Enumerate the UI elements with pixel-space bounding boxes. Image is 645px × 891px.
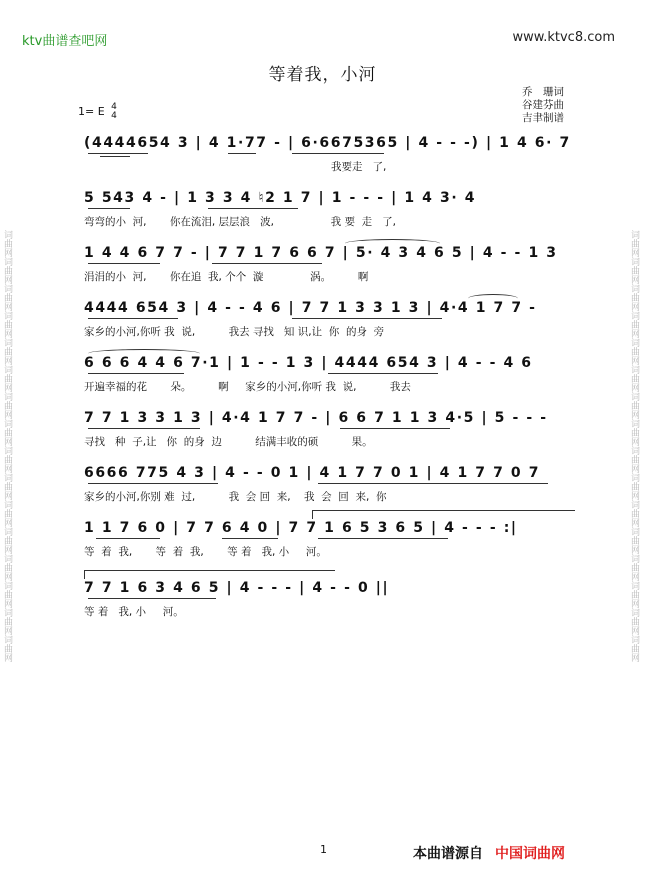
- score-row-1: [0, 135, 645, 195]
- transcriber-credit: 吉聿制谱: [522, 112, 564, 124]
- song-title: 等着我，小河: [268, 65, 377, 85]
- footer-credit: [413, 843, 565, 863]
- credits: [522, 86, 564, 125]
- key-signature: [78, 103, 117, 121]
- notation-line: 4444 654 3 | 4 - - 4 6 | 7 7 1 3 3 1 3 | 4·4 1 7 7 -: [84, 300, 537, 316]
- notation-line: 6 6 6 4 4 6 7·1 | 1 - - 1 3 | 4444 654 3 | 4 - - 4 6: [84, 355, 533, 371]
- lyric-line: 等 着 我, 小 河。: [84, 606, 184, 618]
- notation-line: 1 1 7 6 0 | 7 7 6 4 0 | 7 7 1 6 5 3 6 5 | 4 - - - :|: [84, 520, 518, 536]
- lyric-line: 寻找 种 子,让 你 的身 边 结满丰收的硕 果。: [84, 436, 373, 448]
- lyric-line: 等 着 我, 等 着 我, 等 着 我, 小 河。: [84, 546, 327, 558]
- lyricist-credit: 乔 珊词: [522, 86, 564, 98]
- site-watermark-right[interactable]: www.ktvc8.com: [512, 30, 615, 45]
- score-row-2: [0, 190, 645, 250]
- notation-line: 1 4 4 6 7 7 - | 7 7 1 7 6 6 7 | 5· 4 3 4 6 5 | 4 - - 1 3: [84, 245, 558, 261]
- volta-bracket-2: [84, 570, 335, 579]
- page-number: 1: [320, 843, 327, 856]
- lyric-line: 家乡的小河,你别 难 过, 我 会 回 来, 我 会 回 来, 你: [84, 491, 387, 503]
- lyric-line: 弯弯的小 河, 你在流泪, 层层浪 波, 我 要 走 了,: [84, 216, 397, 228]
- composer-credit: 谷建芬曲: [522, 99, 564, 111]
- notation-line: 7 7 1 6 3 4 6 5 | 4 - - - | 4 - - 0 ||: [84, 580, 390, 596]
- notation-line: (4444654 3 | 4 1·77 - | 6·6675365 | 4 - - -) | 1 4 6· 7: [84, 135, 571, 151]
- score-row-5: [0, 355, 645, 415]
- time-sig-top: 4: [111, 102, 117, 112]
- lyric-line: 涓涓的小 河, 你在追 我, 个个 漩 涡。 啊: [84, 271, 369, 283]
- lyric-line: 我要走 了,: [84, 161, 387, 173]
- score-row-9: [0, 580, 645, 640]
- right-watermark-strip: 词曲网词曲网词曲网词曲网词曲网词曲网词曲网词曲网词曲网词曲网词曲网词曲网词曲网词曲网词曲网词曲网: [629, 229, 639, 662]
- site-watermark-left[interactable]: ktv曲谱查吧网: [22, 34, 108, 49]
- volta-bracket-1: [312, 510, 575, 519]
- lyric-line: 开遍幸福的花 朵。 啊 家乡的小河,你听 我 说, 我去: [84, 381, 411, 393]
- notation-line: 7 7 1 3 3 1 3 | 4·4 1 7 7 - | 6 6 7 1 1 3 4·5 | 5 - - -: [84, 410, 548, 426]
- footer-site-link[interactable]: 中国词曲网: [495, 846, 565, 862]
- score-row-3: [0, 245, 645, 305]
- left-watermark-strip: 词曲网词曲网词曲网词曲网词曲网词曲网词曲网词曲网词曲网词曲网词曲网词曲网词曲网词曲网词曲网词曲网: [2, 229, 12, 662]
- key-label: 1= E: [78, 105, 105, 118]
- lyric-line: 家乡的小河,你听 我 说, 我去 寻找 知 识,让 你 的身 旁: [84, 326, 385, 338]
- notation-line: 5 543 4 - | 1 3 3 4 ♮2 1 7 | 1 - - - | 1 4 3· 4: [84, 190, 477, 206]
- time-signature: [111, 103, 117, 121]
- score-row-6: [0, 410, 645, 470]
- footer-source-label: 本曲谱源自: [413, 846, 483, 862]
- notation-line: 6666 775 4 3 | 4 - - 0 1 | 4 1 7 7 0 1 | 4 1 7 7 0 7: [84, 465, 541, 481]
- time-sig-bottom: 4: [111, 111, 117, 121]
